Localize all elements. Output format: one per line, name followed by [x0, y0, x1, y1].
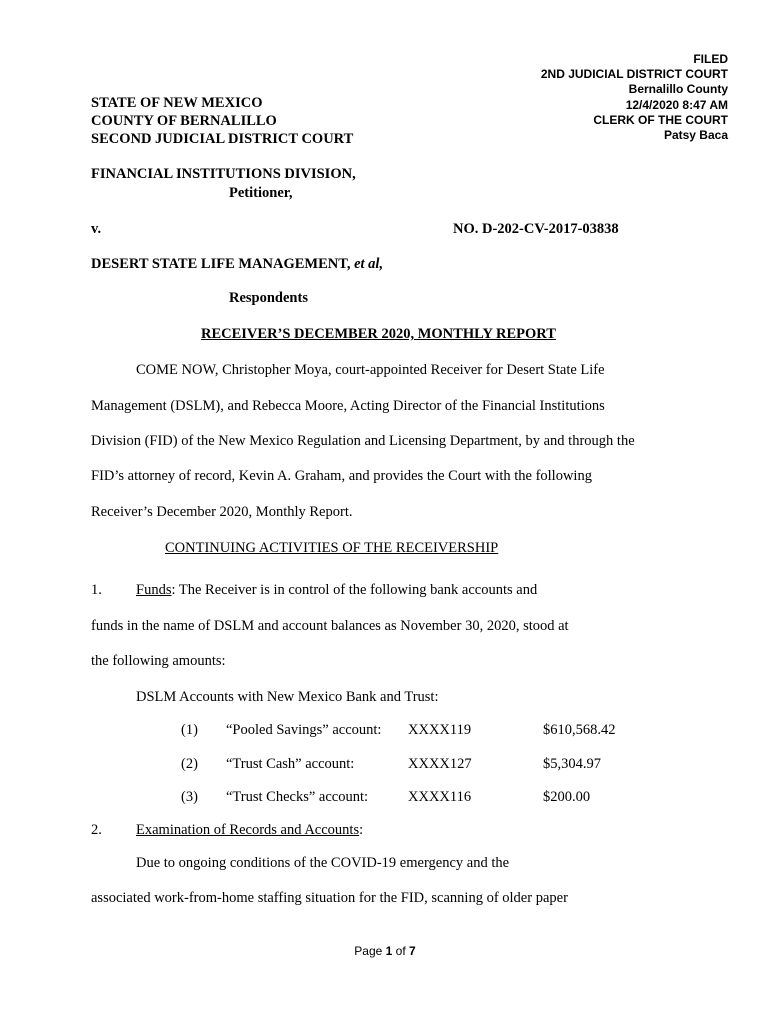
item2-line1: Due to ongoing conditions of the COVID-19 emergency and the [136, 855, 510, 871]
case-number: NO. D-202-CV-2017-03838 [453, 221, 619, 237]
item1-line1 [136, 582, 537, 599]
intro-line-1: COME NOW, Christopher Moya, court-appointed Receiver for Desert State Life [136, 362, 605, 378]
stamp-county: Bernalillo County [628, 82, 728, 97]
stamp-filed: FILED [693, 52, 728, 66]
page-current: 1 [385, 944, 393, 958]
intro-line-4: FID’s attorney of record, Kevin A. Graham, and provides the Court with the following [91, 468, 592, 484]
respondent-name-text: DESERT STATE LIFE MANAGEMENT, [91, 256, 351, 272]
respondent-et-al: et al, [354, 256, 384, 272]
versus-label: v. [91, 221, 102, 237]
item1-text: : The Receiver is in control of the following bank accounts and [171, 582, 538, 598]
caption-court: SECOND JUDICIAL DISTRICT COURT [91, 131, 354, 147]
caption-county: COUNTY OF BERNALILLO [91, 113, 277, 129]
account-number: XXXX116 [408, 789, 472, 805]
account-name: “Trust Cash” account: [226, 756, 355, 772]
respondent-role: Respondents [229, 290, 308, 306]
account-index: (2) [181, 756, 198, 772]
page-total: 7 [409, 944, 416, 958]
petitioner-name: FINANCIAL INSTITUTIONS DIVISION, [91, 166, 356, 182]
account-balance: $610,568.42 [543, 722, 616, 738]
item2-title: Examination of Records and Accounts [136, 822, 360, 838]
item1-line3: the following amounts: [91, 653, 226, 669]
respondent-name [91, 256, 383, 273]
stamp-clerk-name: Patsy Baca [663, 128, 728, 143]
item2-title-suffix: : [359, 822, 364, 838]
page-word: Page [354, 944, 383, 958]
intro-line-5: Receiver’s December 2020, Monthly Report. [91, 504, 353, 520]
account-name: “Pooled Savings” account: [226, 722, 382, 738]
stamp-court: 2ND JUDICIAL DISTRICT COURT [540, 67, 728, 82]
report-title: RECEIVER’S DECEMBER 2020, MONTHLY REPORT [201, 326, 556, 342]
account-name: “Trust Checks” account: [226, 789, 369, 805]
item2-heading [136, 822, 363, 839]
account-index: (3) [181, 789, 198, 805]
page-of: of [395, 944, 406, 958]
account-number: XXXX119 [408, 722, 472, 738]
item1-line2: funds in the name of DSLM and account balances as November 30, 2020, stood at [91, 618, 569, 634]
section-heading: CONTINUING ACTIVITIES OF THE RECEIVERSHIP [165, 540, 499, 556]
account-balance: $5,304.97 [543, 756, 601, 772]
accounts-heading: DSLM Accounts with New Mexico Bank and Trust: [136, 689, 439, 705]
filing-stamp [541, 52, 728, 143]
petitioner-role: Petitioner, [229, 185, 293, 201]
item1-title: Funds [136, 582, 172, 598]
intro-line-3: Division (FID) of the New Mexico Regulation and Licensing Department, by and through the [91, 433, 635, 449]
stamp-datetime: 12/4/2020 8:47 AM [625, 97, 728, 112]
item2-line2: associated work-from-home staffing situation for the FID, scanning of older paper [91, 890, 568, 906]
account-index: (1) [181, 722, 198, 738]
stamp-clerk-title: CLERK OF THE COURT [593, 112, 728, 127]
item2-number: 2. [91, 822, 102, 838]
intro-line-2: Management (DSLM), and Rebecca Moore, Acting Director of the Financial Institutions [91, 398, 605, 414]
caption-state: STATE OF NEW MEXICO [91, 95, 263, 111]
account-balance: $200.00 [543, 789, 591, 805]
account-number: XXXX127 [408, 756, 472, 772]
court-caption [91, 94, 353, 148]
item1-number: 1. [91, 582, 102, 598]
page-footer [0, 944, 770, 958]
